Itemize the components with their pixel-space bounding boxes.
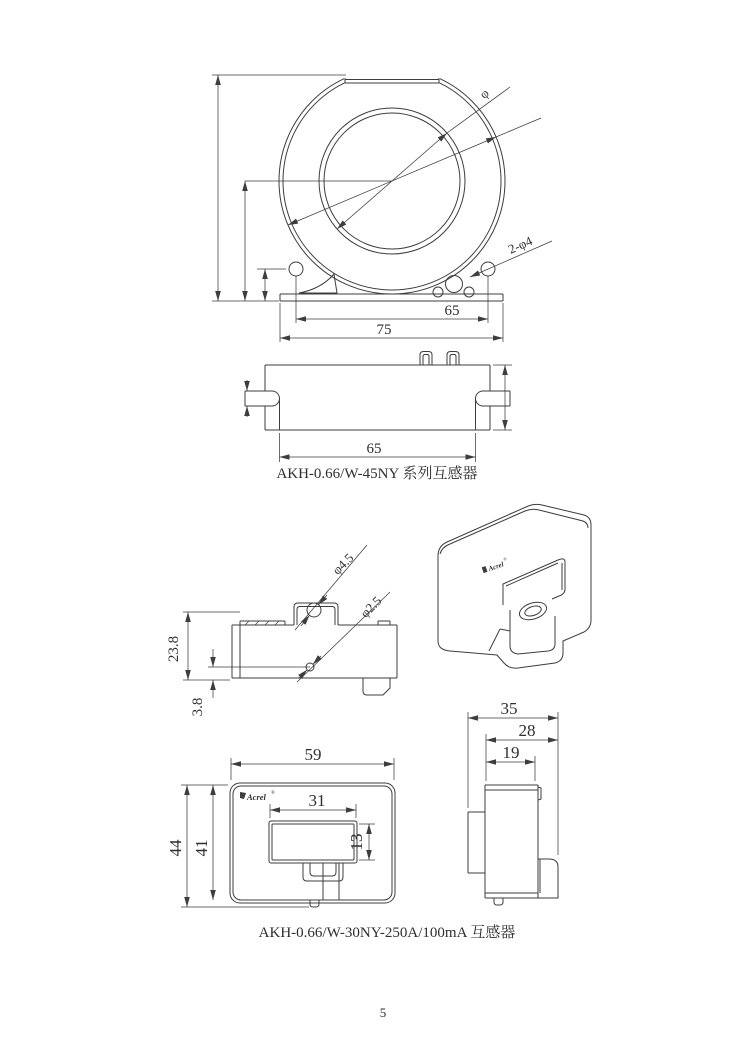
dim-base-width-label: 75: [376, 322, 392, 338]
dim-side-width-label: 65: [366, 441, 382, 457]
bushing-inner: [524, 604, 543, 618]
30ny-perspective-view: [438, 504, 591, 668]
dim-window-width-label: 31: [308, 791, 326, 810]
dim-side-depth-mid-label: 28: [518, 721, 536, 740]
bushing-block: [510, 610, 555, 654]
front-window-inner: [272, 824, 354, 860]
base-gusset: [299, 274, 337, 293]
dim-window-height-label: 13: [347, 833, 366, 851]
dim-hole-offset: [190, 649, 310, 716]
45ny-front-dimensions: [212, 75, 552, 342]
dim-front-width: [231, 745, 394, 780]
dim-window-width: [270, 791, 356, 818]
acrel-logo-icon: [240, 792, 246, 799]
side-bottom-pin: [494, 898, 503, 905]
dim-base-width: [280, 303, 503, 342]
caption-transformer-2: AKH-0.66/W-30NY-250A/100mA 互感器: [258, 925, 516, 941]
dim-window-height: [347, 824, 375, 860]
dim-mount-holes-label: 2-φ4: [505, 232, 535, 257]
dim-side-depth-inner-label: 19: [502, 743, 520, 762]
brand-logo-3d: [481, 556, 510, 575]
perspective-silhouette: [438, 504, 591, 668]
dim-hole-small-label: φ2.5: [357, 593, 385, 621]
45ny-front-view: [279, 60, 505, 301]
dim-side-width: [280, 433, 476, 462]
dim-front-height-outer-label: 44: [166, 839, 185, 857]
perspective-window: [503, 559, 565, 605]
side-foot: [538, 859, 558, 898]
clip-hole-small-left: [433, 287, 443, 297]
dim-side-depth-inner: [486, 743, 535, 781]
dim-top-height: [166, 612, 240, 680]
dim-hole-small: [297, 592, 390, 682]
dim-side-depth-outer: [468, 699, 558, 855]
mount-hole-left: [289, 262, 303, 276]
brand-text-front: Acrel: [247, 792, 266, 802]
din-foot: [363, 678, 390, 695]
dim-side-depth-outer-label: 35: [500, 699, 518, 718]
dim-front-heights: [166, 785, 309, 907]
dim-hole-large: [295, 545, 367, 630]
dim-hole-spacing-label: 65: [444, 303, 460, 319]
dim-hole-offset-label: 3.8: [190, 697, 206, 717]
brand-text-3d: Acrel: [487, 560, 505, 574]
clip-hole-small-right: [464, 287, 474, 297]
bushing-outer: [517, 599, 549, 623]
30ny-front-dimensions: [166, 745, 394, 907]
45ny-side-dimensions: [247, 365, 512, 462]
30ny-side-view: [468, 785, 558, 905]
front-window-outer: [269, 821, 357, 863]
30ny-profile-dimensions: [166, 545, 390, 716]
dim-side-depth-mid: [486, 721, 558, 781]
brand-mark-front: ®: [271, 791, 275, 796]
caption-transformer-1: AKH-0.66/W-45NY 系列互感器: [276, 466, 478, 482]
30ny-profile-view: [232, 603, 397, 695]
dim-hole-large-label: φ4.5: [329, 550, 357, 578]
clip-hole-large: [446, 276, 463, 293]
dim-inner-diameter: [337, 85, 510, 229]
dim-front-width-label: 59: [304, 745, 322, 764]
acrel-logo-icon: [482, 566, 488, 573]
dim-top-height-label: 23.8: [166, 635, 182, 663]
hole-4-5: [307, 603, 321, 617]
page-number: 5: [379, 1005, 387, 1020]
terminal-pin-right: [447, 352, 459, 366]
terminal-pin-left: [420, 352, 432, 366]
dim-inner-diameter-label: φ: [476, 85, 492, 102]
dim-mount-holes: [470, 233, 552, 277]
brand-mark-3d: ®: [502, 555, 508, 562]
dim-outer-diameter: [288, 118, 541, 225]
brand-logo-front: [240, 790, 275, 802]
45ny-side-view: [245, 352, 510, 431]
30ny-side-dimensions: [468, 699, 558, 855]
dim-front-height-inner-label: 41: [192, 839, 211, 857]
